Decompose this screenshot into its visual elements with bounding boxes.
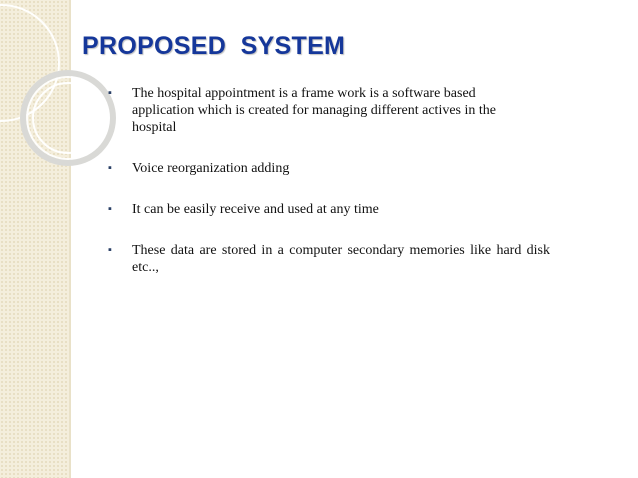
slide-title: PROPOSED SYSTEM [82, 32, 346, 60]
bullet-square-icon: ▪ [108, 162, 112, 174]
bullet-item-2 [104, 160, 550, 177]
bullet-square-icon: ▪ [108, 203, 112, 215]
bullet-item-1 [104, 85, 529, 136]
bullet-list [104, 85, 550, 300]
bullet-text: These data are stored in a computer secondary memories like hard disk etc.., [132, 243, 550, 275]
bullet-item-3 [104, 201, 550, 218]
bullet-text: The hospital appointment is a frame work is a software based application which is created for managing different actives in the hospital [132, 86, 496, 135]
decorative-inner-ring [32, 82, 104, 154]
bullet-text: Voice reorganization adding [132, 161, 290, 176]
bullet-square-icon: ▪ [108, 244, 112, 256]
bullet-square-icon: ▪ [108, 87, 112, 99]
bullet-text: It can be easily receive and used at any time [132, 202, 379, 217]
bullet-item-4 [104, 242, 550, 276]
